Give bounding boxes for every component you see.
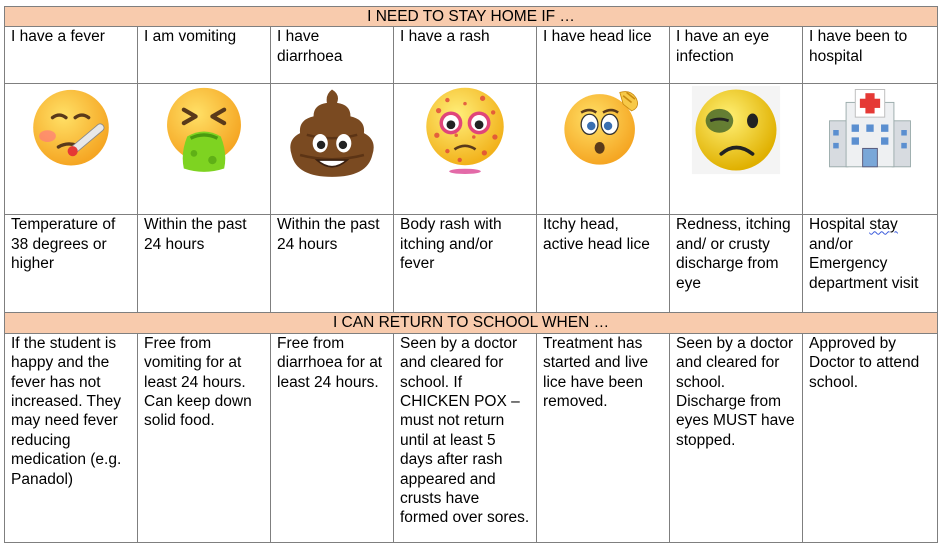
condition-eye-infection: Redness, itching and/ or crusty discharge from eye (670, 215, 803, 313)
head-lice-face-icon (561, 84, 645, 168)
return-banner: I CAN RETURN TO SCHOOL WHEN … (5, 313, 938, 333)
heading-eye-infection: I have an eye infection (670, 27, 803, 84)
cell-vomiting-image (138, 84, 271, 215)
condition-vomiting: Within the past 24 hours (138, 215, 271, 313)
return-hospital: Approved by Doctor to attend school. (803, 333, 938, 542)
stay-home-table (4, 6, 938, 543)
condition-head-lice: Itchy head, active head lice (537, 215, 670, 313)
cell-diarrhoea-image (271, 84, 394, 215)
condition-fever: Temperature of 38 degrees or higher (5, 215, 138, 313)
heading-vomiting: I am vomiting (138, 27, 271, 84)
heading-fever: I have a fever (5, 27, 138, 84)
fever-face-icon (29, 84, 113, 168)
cell-rash-image (394, 84, 537, 215)
heading-diarrhoea: I have diarrhoea (271, 27, 394, 84)
condition-hospital-part-2: stay (869, 216, 898, 234)
poop-icon (290, 84, 374, 184)
condition-rash: Body rash with itching and/or fever (394, 215, 537, 313)
vomiting-face-icon (162, 84, 246, 174)
return-head-lice: Treatment has started and live lice have been removed. (537, 333, 670, 542)
return-eye-infection: Seen by a doctor and cleared for school. Discharge from eyes MUST have stopped. (670, 333, 803, 542)
eye-infection-face-icon (690, 84, 782, 176)
heading-rash: I have a rash (394, 27, 537, 84)
cell-eye-infection-image (670, 84, 803, 215)
return-rash: Seen by a doctor and cleared for school. If CHICKEN POX – must not return until at least 5 days after rash appeared and crusts have formed over sores. (394, 333, 537, 542)
cell-head-lice-image (537, 84, 670, 215)
return-fever: If the student is happy and the fever has not increased. They may need fever reducing medication (e.g. Panadol) (5, 333, 138, 542)
heading-head-lice: I have head lice (537, 27, 670, 84)
heading-hospital: I have been to hospital (803, 27, 938, 84)
hospital-icon (824, 84, 916, 176)
stay-home-banner: I NEED TO STAY HOME IF … (5, 7, 938, 27)
return-diarrhoea: Free from diarrhoea for at least 24 hours. (271, 333, 394, 542)
condition-hospital-part-1: Hospital (809, 216, 870, 234)
cell-fever-image (5, 84, 138, 215)
condition-hospital (803, 215, 938, 313)
cell-hospital-image (803, 84, 938, 215)
rash-face-icon (421, 84, 509, 176)
condition-diarrhoea: Within the past 24 hours (271, 215, 394, 313)
return-vomiting: Free from vomiting for at least 24 hours. Can keep down solid food. (138, 333, 271, 542)
condition-hospital-part-3: and/or Emergency department visit (809, 235, 919, 292)
